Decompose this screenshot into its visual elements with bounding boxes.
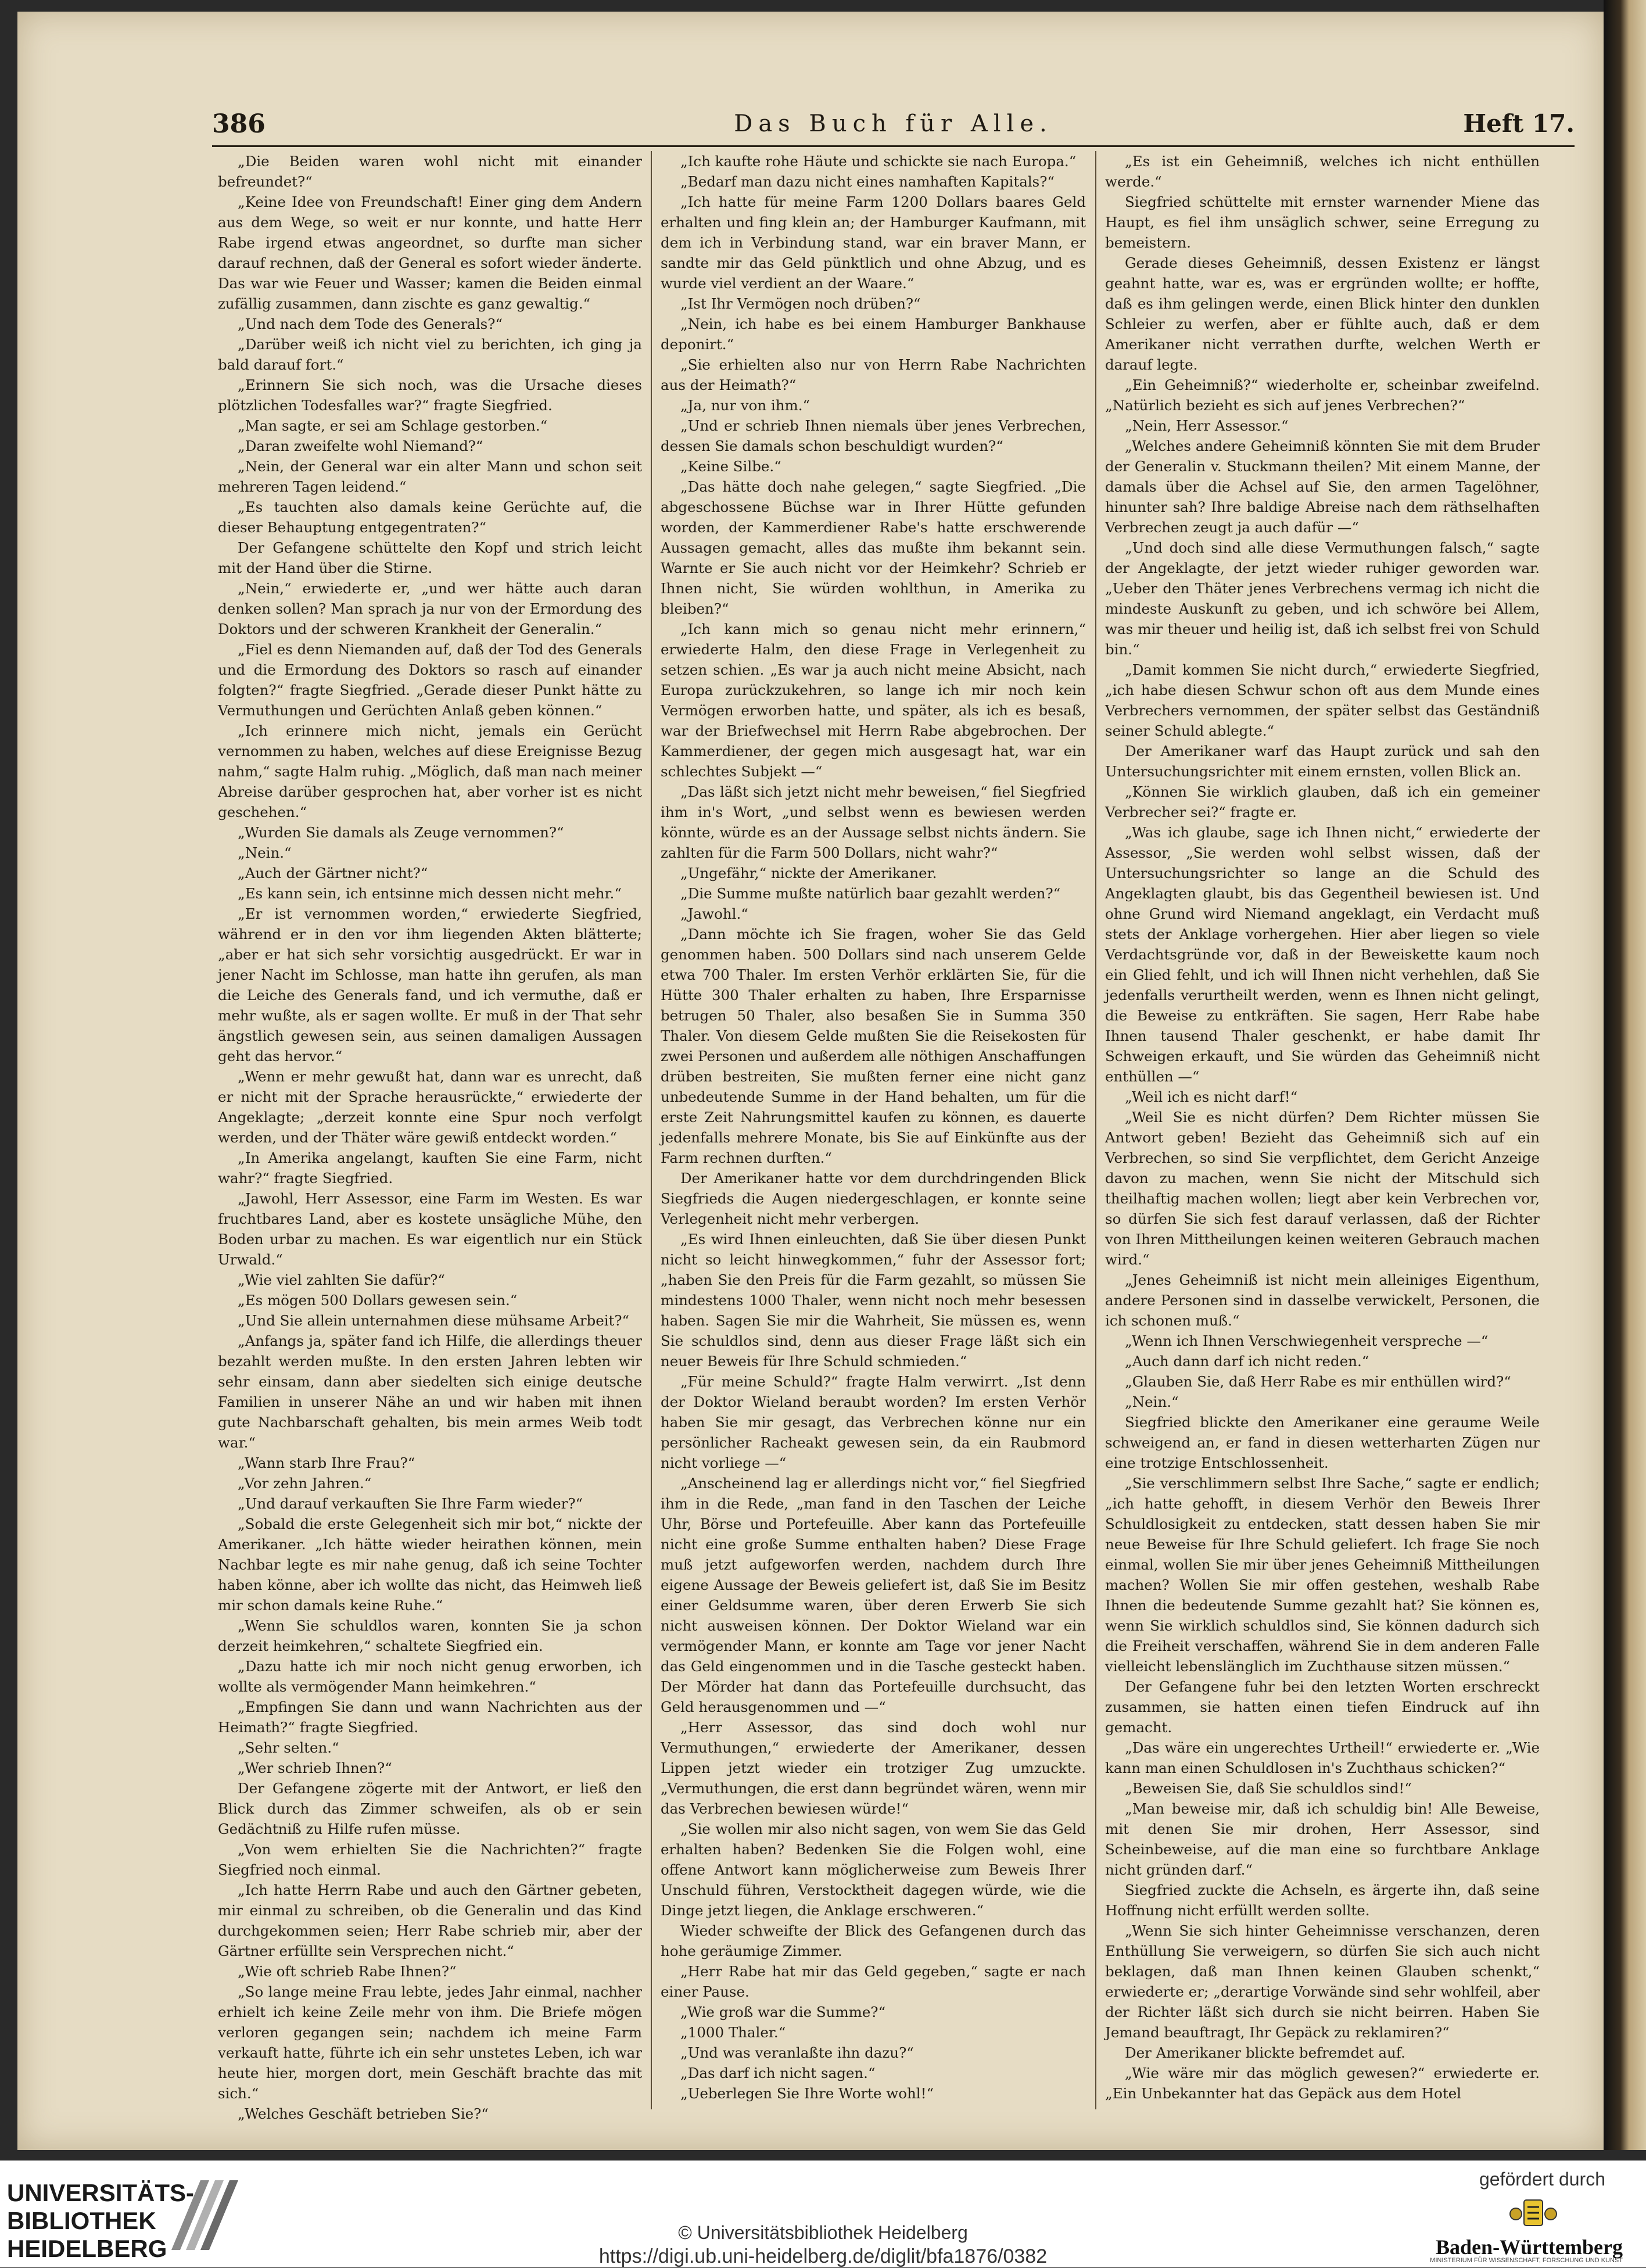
- paragraph: „Nein, ich habe es bei einem Hamburger Bankhause deponirt.“: [661, 316, 1086, 353]
- paragraph: „Sie erhielten also nur von Herrn Rabe Nachrichten aus der Heimath?“: [661, 356, 1086, 393]
- paragraph: „Wenn er mehr gewußt hat, dann war es unrecht, daß er nicht mit der Sprache herausrückte,“ erwiederte der Angeklagte; „derzeit konnte eine Spur noch verfolgt werden, und der Thäter wäre gewiß entdeckt worden.“: [218, 1068, 642, 1146]
- paragraph: „Weil ich es nicht darf!“: [1125, 1088, 1298, 1105]
- paragraph: „Glauben Sie, daß Herr Rabe es mir enthüllen wird?“: [1125, 1373, 1511, 1390]
- paragraph: „Wenn ich Ihnen Verschwiegenheit verspreche —“: [1125, 1332, 1489, 1349]
- paragraph: „Nein.“: [238, 844, 292, 861]
- paragraph: „Welches Geschäft betrieben Sie?“: [238, 2105, 489, 2122]
- footer-bar: [0, 2160, 1646, 2267]
- paragraph: Wieder schweifte der Blick des Gefangenen durch das hohe geräumige Zimmer.: [661, 1922, 1086, 1959]
- paragraph: „So lange meine Frau lebte, jedes Jahr einmal, nachher erhielt ich keine Zeile mehr von ihm. Die Briefe mögen verloren gegangen sein; nachdem ich meine Farm verkauft hatte, führte ich ein sehr unstetes Leben, ich war heute hier, morgen dort, mein Geschäft brachte das mit sich.“: [218, 1983, 642, 2102]
- paragraph: „Das darf ich nicht sagen.“: [680, 2065, 876, 2081]
- paragraph: „Es mögen 500 Dollars gewesen sein.“: [238, 1292, 518, 1309]
- paragraph: „Das hätte doch nahe gelegen,“ sagte Siegfried. „Die abgeschossene Büchse war in Ihrer Hütte gefunden worden, der Kammerdiener Rabe's hatte erschwerende Aussagen gemacht, alles das mußte ihm bekannt sein. Warnte er Sie auch nicht vor der Heimkehr? Schrieb er Ihnen nicht, Sie würden wohlthun, in Amerika zu bleiben?“: [661, 478, 1086, 617]
- paragraph: „Damit kommen Sie nicht durch,“ erwiederte Siegfried, „ich habe diesen Schwur schon oft aus dem Munde eines Verbrechers vernommen, der später selbst das Geständniß seiner Schuld ablegte.“: [1105, 661, 1540, 739]
- paragraph: Siegfried zuckte die Achseln, es ärgerte ihn, daß seine Hoffnung nicht erfüllt werden sollte.: [1105, 1882, 1540, 1919]
- paragraph: „Herr Rabe hat mir das Geld gegeben,“ sagte er nach einer Pause.: [661, 1963, 1086, 2000]
- paragraph: „Welches andere Geheimniß könnten Sie mit dem Bruder der Generalin v. Stuckmann theilen? Mit einem Manne, der damals über die Achsel auf Sie, den armen Tagelöhner, hinunter sah? Ihre baldige Abreise nach dem räthselhaften Verbrechen zeugt ja auch dafür —“: [1105, 438, 1540, 536]
- paragraph: „Wenn Sie sich hinter Geheimnisse verschanzen, deren Enthüllung Sie verweigern, so dürfen Sie sich auch nicht beklagen, daß man Ihnen keinen Glauben schenkt,“ erwiederte er; „derartige Vorwände sind sehr wohlfeil, aber der Richter läßt sich durch sie nicht beirren. Haben Sie Jemand beauftragt, Ihr Gepäck zu reklamiren?“: [1105, 1922, 1540, 2041]
- sponsor-label: gefördert durch: [1479, 2169, 1605, 2190]
- text-column-2: [661, 151, 1086, 2109]
- paragraph: „Erinnern Sie sich noch, was die Ursache dieses plötzlichen Todesfalles war?“ fragte Siegfried.: [218, 377, 642, 414]
- column-divider: [1095, 151, 1096, 2109]
- paragraph: „Anfangs ja, später fand ich Hilfe, die allerdings theuer bezahlt werden mußte. In den ersten Jahren lebten wir sehr einsam, dann aber siedelten sich einige deutsche Familien in unserer Nähe an und wir haben mit ihnen gute Nachbarschaft gehalten, bis mein armes Weib todt war.“: [218, 1332, 642, 1451]
- paragraph: „Es tauchten also damals keine Gerüchte auf, die dieser Behauptung entgegentraten?“: [218, 499, 642, 536]
- paragraph: „Und darauf verkauften Sie Ihre Farm wieder?“: [238, 1495, 583, 1512]
- paragraph: „Was ich glaube, sage ich Ihnen nicht,“ erwiederte der Assessor, „Sie werden wohl selbst wissen, daß der Untersuchungsrichter so lange an die Schuld des Angeklagten glaubt, bis das Gegentheil bewiesen ist. Und ohne Grund wird Niemand angeklagt, ein Verdacht muß stets der Anklage vorhergehen. Hier aber liegen so viele Verdachtsgründe vor, daß in der Beweiskette kaum noch ein Glied fehlt, und ich will Ihnen nicht verhehlen, daß Sie jedenfalls verurtheilt werden, wenn es Ihnen nicht gelingt, die Beweise zu entkräften. Sie sagen, Herr Rabe habe Ihnen tausend Thaler geschenkt, er habe damit Ihr Schweigen erkauft, und Sie würden das Geheimniß nicht enthüllen —“: [1105, 824, 1540, 1085]
- paragraph: Der Amerikaner warf das Haupt zurück und sah den Untersuchungsrichter mit einem ernsten, vollen Blick an.: [1105, 743, 1540, 780]
- paragraph: „Nein,“ erwiederte er, „und wer hätte auch daran denken sollen? Man sprach ja nur von der Ermordung des Doktors und der schweren Krankheit der Generalin.“: [218, 580, 642, 637]
- paragraph: „Wie viel zahlten Sie dafür?“: [238, 1271, 445, 1288]
- paragraph: „Jawohl, Herr Assessor, eine Farm im Westen. Es war fruchtbares Land, aber es kostete unsägliche Mühe, den Boden urbar zu machen. Es war eigentlich nur ein Stück Urwald.“: [218, 1190, 642, 1268]
- paragraph: „Ich kann mich so genau nicht mehr erinnern,“ erwiederte Halm, den diese Frage in Verlegenheit zu setzen schien. „Es war ja auch nicht meine Absicht, nach Europa zurückzukehren, so lange ich mir noch kein Vermögen erworben hatte, und später, als ich es besaß, war der Briefwechsel mit Herrn Rabe abgebrochen. Der Kammerdiener, der gegen mich ausgesagt hat, war ein schlechtes Subjekt —“: [661, 621, 1086, 780]
- paragraph: „Ungefähr,“ nickte der Amerikaner.: [680, 865, 937, 882]
- column-divider: [651, 151, 652, 2109]
- paragraph: Siegfried schüttelte mit ernster warnender Miene das Haupt, es fiel ihm unsäglich schwer, seine Erregung zu bemeistern.: [1105, 194, 1540, 251]
- paragraph: Der Gefangene zögerte mit der Antwort, er ließ den Blick durch das Zimmer schweifen, als ob er sein Gedächtniß zu Hilfe rufen müsse.: [218, 1780, 642, 1837]
- paragraph: „Wurden Sie damals als Zeuge vernommen?“: [238, 824, 564, 841]
- paragraph: „Das wäre ein ungerechtes Urtheil!“ erwiederte er. „Wie kann man einen Schuldlosen in's Zuchthaus schicken?“: [1105, 1739, 1540, 1776]
- paragraph: Gerade dieses Geheimniß, dessen Existenz er längst geahnt hatte, war es, was er ergründen wollte; er hoffte, daß es ihm gelingen werde, einen Blick hinter den dunklen Schleier zu werfen, aber er fühlte auch, daß er dem Amerikaner nicht verrathen durfte, welchen Werth er darauf legte.: [1105, 255, 1540, 373]
- copyright-notice: © Universitätsbibliothek Heidelberg: [678, 2222, 968, 2243]
- paragraph: „Wann starb Ihre Frau?“: [238, 1454, 415, 1471]
- paragraph: „Die Beiden waren wohl nicht mit einander befreundet?“: [218, 153, 642, 190]
- paragraph: „Bedarf man dazu nicht eines namhaften Kapitals?“: [680, 173, 1055, 190]
- paragraph: „Daran zweifelte wohl Niemand?“: [238, 438, 483, 454]
- state-crest-icon: [1508, 2195, 1559, 2233]
- paragraph: „Er ist vernommen worden,“ erwiederte Siegfried, während er in den vor ihm liegenden Akten blätterte; „aber er hat sich sehr vorsichtig ausgedrückt. Er war in jener Nacht im Schlosse, man hatte ihn gerufen, als man die Leiche des Generals fand, und ich vermuthe, daß er mehr wußte, als er sagen wollte. Er muß in der That sehr ängstlich gewesen sein, aus seinen damaligen Aussagen geht das hervor.“: [218, 905, 642, 1065]
- paragraph: „Nein.“: [1125, 1393, 1179, 1410]
- paragraph: „Sobald die erste Gelegenheit sich mir bot,“ nickte der Amerikaner. „Ich hätte wieder heirathen können, mein Nachbar legte es mir nahe genug, daß ich seine Tochter haben könne, aber ich wollte das nicht, das Heimweh ließ mir schon damals keine Ruhe.“: [218, 1515, 642, 1614]
- paragraph: „Von wem erhielten Sie die Nachrichten?“ fragte Siegfried noch einmal.: [218, 1841, 642, 1878]
- paragraph: „Jawohl.“: [680, 905, 748, 922]
- paragraph: „Dann möchte ich Sie fragen, woher Sie das Geld genommen haben. 500 Dollars sind nach unserem Gelde etwa 700 Thaler. Im ersten Verhör erklärten Sie, für die Hütte 300 Thaler erhalten zu haben, Ihre Ersparnisse betrugen 50 Thaler, also besaßen Sie in Summa 350 Thaler. Von diesem Gelde mußten Sie die Reisekosten für zwei Personen und außerdem alle nöthigen Anschaffungen drüben bestreiten, Sie mußten ferner eine nicht ganz unbedeutende Summe in der Hand behalten, um für die erste Zeit Nahrungsmittel kaufen zu können, es dauerte jedenfalls mehrere Monate, bis Sie auf Einkünfte aus der Farm rechnen durften.“: [661, 926, 1086, 1166]
- paragraph: „Und nach dem Tode des Generals?“: [238, 316, 503, 332]
- paragraph: „Man sagte, er sei am Schlage gestorben.“: [238, 417, 548, 434]
- library-logo-icon: [166, 2174, 241, 2256]
- book-edge: [1604, 0, 1646, 2150]
- paragraph: „Die Summe mußte natürlich baar gezahlt werden?“: [680, 885, 1061, 902]
- text-column-1: [218, 151, 642, 2122]
- paragraph: „Jenes Geheimniß ist nicht mein alleiniges Eigenthum, andere Personen sind in dasselbe verwickelt, Personen, die ich schonen muß.“: [1105, 1271, 1540, 1329]
- paragraph: „Darüber weiß ich nicht viel zu berichten, ich ging ja bald darauf fort.“: [218, 336, 642, 373]
- paragraph: „Und Sie allein unternahmen diese mühsame Arbeit?“: [238, 1312, 630, 1329]
- paragraph: „In Amerika angelangt, kauften Sie eine Farm, nicht wahr?“ fragte Siegfried.: [218, 1149, 642, 1187]
- paragraph: „Ich hatte für meine Farm 1200 Dollars baares Geld erhalten und fing klein an; der Hamburger Kaufmann, mit dem ich in Verbindung stand, war ein braver Mann, er sandte mir das Geld pünktlich und ohne Abzug, und es wurde viel verdient an der Waare.“: [661, 194, 1086, 292]
- running-title: Das Buch für Alle.: [734, 110, 1053, 137]
- paragraph: „Ich hatte Herrn Rabe und auch den Gärtner gebeten, mir einmal zu schreiben, ob die Generalin und das Kind durchgekommen seien; Herr Rabe schrieb mir, aber der Gärtner erfüllte sein Versprechen nicht.“: [218, 1882, 642, 1959]
- paragraph: Siegfried blickte den Amerikaner eine geraume Weile schweigend an, er fand in diesen wetterharten Zügen nur eine trotzige Entschlossenheit.: [1105, 1414, 1540, 1471]
- paragraph: „Wer schrieb Ihnen?“: [238, 1760, 392, 1776]
- paragraph: „Es wird Ihnen einleuchten, daß Sie über diesen Punkt nicht so leicht hinwegkommen,“ fuhr der Assessor fort; „haben Sie den Preis für die Farm gezahlt, so müssen Sie mindestens 1000 Thaler, wenn nicht noch mehr besessen haben. Sagen Sie mir die Wahrheit, Sie müssen es, wenn Sie schuldlos sind, denn aus dieser Frage läßt sich ein neuer Beweis für Ihre Schuld schmieden.“: [661, 1231, 1086, 1370]
- paragraph: „Ich kaufte rohe Häute und schickte sie nach Europa.“: [680, 153, 1077, 170]
- paragraph: „Das läßt sich jetzt nicht mehr beweisen,“ fiel Siegfried ihm in's Wort, „und selbst wenn es bewiesen werden könnte, würde es an der Aussage selbst nichts ändern. Sie zahlten für die Farm 500 Dollars, nicht wahr?“: [661, 783, 1086, 861]
- paragraph: „Ja, nur von ihm.“: [680, 397, 811, 414]
- paragraph: „Sehr selten.“: [238, 1739, 339, 1756]
- paragraph: „Vor zehn Jahren.“: [238, 1475, 372, 1492]
- paragraph: „Wie wäre mir das möglich gewesen?“ erwiederte er. „Ein Unbekannter hat das Gepäck aus dem Hotel: [1105, 2065, 1540, 2102]
- paragraph: „Und er schrieb Ihnen niemals über jenes Verbrechen, dessen Sie damals schon beschuldigt wurden?“: [661, 417, 1086, 454]
- paragraph: „Man beweise mir, daß ich schuldig bin! Alle Beweise, mit denen Sie mir drohen, Herr Assessor, sind Scheinbeweise, auf die man eine so furchtbare Anklage nicht gründen darf.“: [1105, 1800, 1540, 1878]
- paragraph: „Es ist ein Geheimniß, welches ich nicht enthüllen werde.“: [1105, 153, 1540, 190]
- paragraph: „Keine Silbe.“: [680, 458, 781, 475]
- text-column-3: [1105, 151, 1540, 2109]
- paragraph: „Anscheinend lag er allerdings nicht vor,“ fiel Siegfried ihm in die Rede, „man fand in den Taschen der Leiche Uhr, Börse und Portefeuille. Aber kann das Portefeuille nicht eine große Summe enthalten haben? Diese Frage muß jetzt aufgeworfen werden, nachdem durch Ihre eigene Aussage der Beweis geliefert ist, daß Sie im Besitz einer Geldsumme waren, über deren Erwerb Sie sich nicht ausweisen können. Der Doktor Wieland war ein vermögender Mann, er konnte am Tage vor jener Nacht das Geld eingenommen und in die Tasche gesteckt haben. Der Mörder hat dann das Portefeuille durchsucht, das Geld herausgenommen und —“: [661, 1475, 1086, 1715]
- library-name: UNIVERSITÄTS- BIBLIOTHEK HEIDELBERG: [7, 2179, 195, 2262]
- paragraph: „Auch der Gärtner nicht?“: [238, 865, 428, 882]
- paragraph: „Empfingen Sie dann und wann Nachrichten aus der Heimath?“ fragte Siegfried.: [218, 1699, 642, 1736]
- paragraph: „Wie groß war die Summe?“: [680, 2004, 886, 2020]
- paragraph: Der Gefangene schüttelte den Kopf und strich leicht mit der Hand über die Stirne.: [218, 539, 642, 576]
- paragraph: Der Gefangene fuhr bei den letzten Worten erschreckt zusammen, sie hatten einen tiefen Eindruck auf ihn gemacht.: [1105, 1678, 1540, 1736]
- paragraph: „Ein Geheimniß?“ wiederholte er, scheinbar zweifelnd. „Natürlich bezieht es sich auf jenes Verbrechen?“: [1105, 377, 1540, 414]
- issue-label: Heft 17.: [1463, 109, 1575, 138]
- paragraph: „Weil Sie es nicht dürfen? Dem Richter müssen Sie Antwort geben! Bezieht das Geheimniß sich auf ein Verbrechen, so sind Sie verpflichtet, dem Gericht Anzeige davon zu machen, wenn Sie nicht der Mitschuld sich theilhaftig machen wollen; liegt aber kein Verbrechen vor, so dürfen Sie sich fest darauf verlassen, daß der Richter von Ihren Mittheilungen keinen weiteren Gebrauch machen wird.“: [1105, 1109, 1540, 1268]
- paragraph: „Keine Idee von Freundschaft! Einer ging dem Andern aus dem Wege, so weit er nur konnte, und hatte Herr Rabe irgend etwas angeordnet, so durfte man sicher darauf rechnen, daß der General es sofort wieder änderte. Das war wie Feuer und Wasser; kamen die Beiden einmal zufällig zusammen, dann zischte es ganz gewaltig.“: [218, 194, 642, 312]
- paragraph: „Wenn Sie schuldlos waren, konnten Sie ja schon derzeit heimkehren,“ schaltete Siegfried ein.: [218, 1617, 642, 1654]
- paragraph: „Auch dann darf ich nicht reden.“: [1125, 1353, 1369, 1370]
- paragraph: „Dazu hatte ich mir noch nicht genug erworben, ich wollte als vermögender Mann heimkehren.“: [218, 1658, 642, 1695]
- paragraph: „Ich erinnere mich nicht, jemals ein Gerücht vernommen zu haben, welches auf diese Ereignisse Bezug nahm,“ sagte Halm ruhig. „Möglich, daß man nach meiner Abreise darüber gesprochen hat, aber vorher ist es nicht geschehen.“: [218, 722, 642, 821]
- paragraph: „Beweisen Sie, daß Sie schuldlos sind!“: [1125, 1780, 1412, 1797]
- page-number: 386: [212, 109, 266, 139]
- paragraph: „Sie verschlimmern selbst Ihre Sache,“ sagte er endlich; „ich hatte gehofft, in diesem Verhör den Beweis Ihrer Schuldlosigkeit zu entdecken, statt dessen haben Sie mir neue Beweise für Ihre Schuld geliefert. Ich frage Sie noch einmal, wollen Sie mir über jenes Geheimniß Mittheilungen machen? Wollen Sie mir offen gestehen, weshalb Rabe Ihnen die bedeutende Summe gezahlt hat? Sie können es, wenn Sie wirklich schuldlos sind, Sie können dadurch sich die Freiheit verschaffen, während Sie in dem anderen Falle vielleicht lebenslänglich im Zuchthause sitzen müssen.“: [1105, 1475, 1540, 1675]
- paragraph: „Herr Assessor, das sind doch wohl nur Vermuthungen,“ erwiederte der Amerikaner, dessen Lippen jetzt wieder ein trotziger Zug umzuckte. „Vermuthungen, die erst dann begründet wären, wenn mir das Verbrechen bewiesen würde!“: [661, 1719, 1086, 1817]
- paragraph: „Wie oft schrieb Rabe Ihnen?“: [238, 1963, 457, 1980]
- paragraph: „Können Sie wirklich glauben, daß ich ein gemeiner Verbrecher sei?“ fragte er.: [1105, 783, 1540, 821]
- sponsor-ministry: MINISTERIUM FÜR WISSENSCHAFT, FORSCHUNG UND KUNST: [1430, 2257, 1623, 2264]
- paragraph: „Für meine Schuld?“ fragte Halm verwirrt. „Ist denn der Doktor Wieland beraubt worden? Im ersten Verhör haben Sie mir gesagt, das Verbrechen könne nur ein persönlicher Racheakt gewesen sein, da ein Raubmord nicht vorliege —“: [661, 1373, 1086, 1471]
- paragraph: „Nein, Herr Assessor.“: [1125, 417, 1289, 434]
- paragraph: „Und doch sind alle diese Vermuthungen falsch,“ sagte der Angeklagte, der jetzt wieder ruhiger geworden war. „Ueber den Thäter jenes Verbrechens vermag ich nicht die mindeste Auskunft zu geben, und ich schwöre bei Allem, was mir theuer und heilig ist, daß ich selbst frei von Schuld bin.“: [1105, 539, 1540, 658]
- paragraph: Der Amerikaner hatte vor dem durchdringenden Blick Siegfrieds die Augen niedergeschlagen, er konnte seine Verlegenheit nicht mehr verbergen.: [661, 1170, 1086, 1227]
- paragraph: „Fiel es denn Niemanden auf, daß der Tod des Generals und die Ermordung des Doktors so rasch auf einander folgten?“ fragte Siegfried. „Gerade dieser Punkt hätte zu Vermuthungen und Gerüchten Anlaß geben können.“: [218, 641, 642, 719]
- paragraph: „Ueberlegen Sie Ihre Worte wohl!“: [680, 2085, 934, 2102]
- source-url-link[interactable]: https://digi.ub.uni-heidelberg.de/diglit/bfa1876/0382: [598, 2245, 1048, 2267]
- paragraph: „Nein, der General war ein alter Mann und schon seit mehreren Tagen leidend.“: [218, 458, 642, 495]
- scanned-page: [17, 12, 1604, 2150]
- paragraph: „Und was veranlaßte ihn dazu?“: [680, 2044, 914, 2061]
- page-header: [212, 103, 1575, 147]
- sponsor-name: Baden-Württemberg: [1436, 2235, 1623, 2259]
- paragraph: „Sie wollen mir also nicht sagen, von wem Sie das Geld erhalten haben? Bedenken Sie die Folgen wohl, eine offene Antwort kann möglicherweise zum Beweis Ihrer Unschuld führen, Verstocktheit dagegen würde, wie die Dinge jetzt liegen, die Anklage erschweren.“: [661, 1821, 1086, 1919]
- paragraph: „Es kann sein, ich entsinne mich dessen nicht mehr.“: [238, 885, 622, 902]
- paragraph: Der Amerikaner blickte befremdet auf.: [1125, 2044, 1405, 2061]
- paragraph: „1000 Thaler.“: [680, 2024, 786, 2041]
- paragraph: „Ist Ihr Vermögen noch drüben?“: [680, 295, 921, 312]
